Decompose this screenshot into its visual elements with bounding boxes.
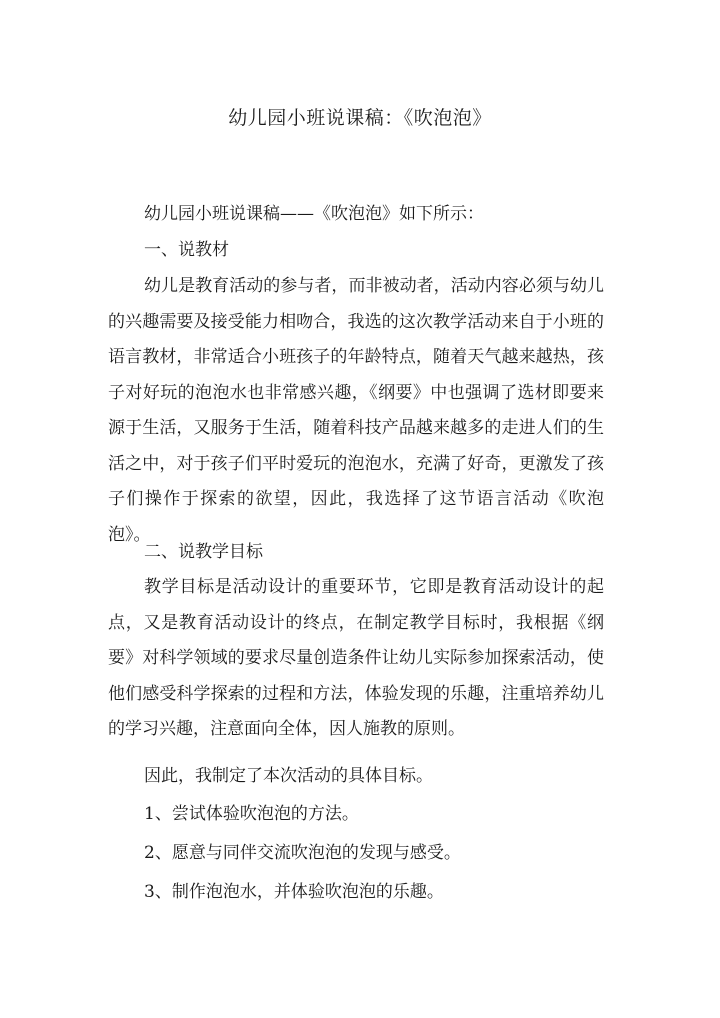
goal-item-2: 2、愿意与同伴交流吹泡泡的发现与感受。: [144, 843, 461, 863]
goal-item-1: 1、尝试体验吹泡泡的方法。: [144, 804, 359, 824]
section-heading-teaching-material: 一、说教材: [144, 240, 229, 260]
document-title: 幼儿园小班说课稿：《吹泡泡》: [228, 107, 492, 129]
paragraph-teaching-material: 幼儿是教育活动的参与者，而非被动者，活动内容必须与幼儿的兴趣需要及接受能力相吻合，我选的这次教学活动来自于小班的语言教材，非常适合小班孩子的年龄特点，随着天气越来越热，孩子对好玩的泡泡水也非常感兴趣，《纲要》中也强调了选材即要来源于生活，又服务于生活，随着科技产品越来越多的走进人们的生活之中，对于孩子们平时爱玩的泡泡水，充满了好奇，更激发了孩子们操作于探索的欲望，因此，我选择了这节语言活动《吹泡泡》。: [108, 276, 604, 545]
paragraph-teaching-goals: 教学目标是活动设计的重要环节，它即是教育活动设计的起点，又是教育活动设计的终点，在制定教学目标时，我根据《纲要》对科学领域的要求尽量创造条件让幼儿实际参加探索活动，使他们感受科学探索的过程和方法，体验发现的乐趣，注重培养幼儿的学习兴趣，注意面向全体，因人施教的原则。: [108, 577, 604, 739]
goal-item-3: 3、制作泡泡水，并体验吹泡泡的乐趣。: [144, 882, 444, 902]
intro-line: 幼儿园小班说课稿——《吹泡泡》如下所示：: [144, 204, 484, 224]
goals-intro-line: 因此，我制定了本次活动的具体目标。: [144, 766, 433, 786]
section-heading-teaching-goals: 二、说教学目标: [144, 542, 263, 562]
